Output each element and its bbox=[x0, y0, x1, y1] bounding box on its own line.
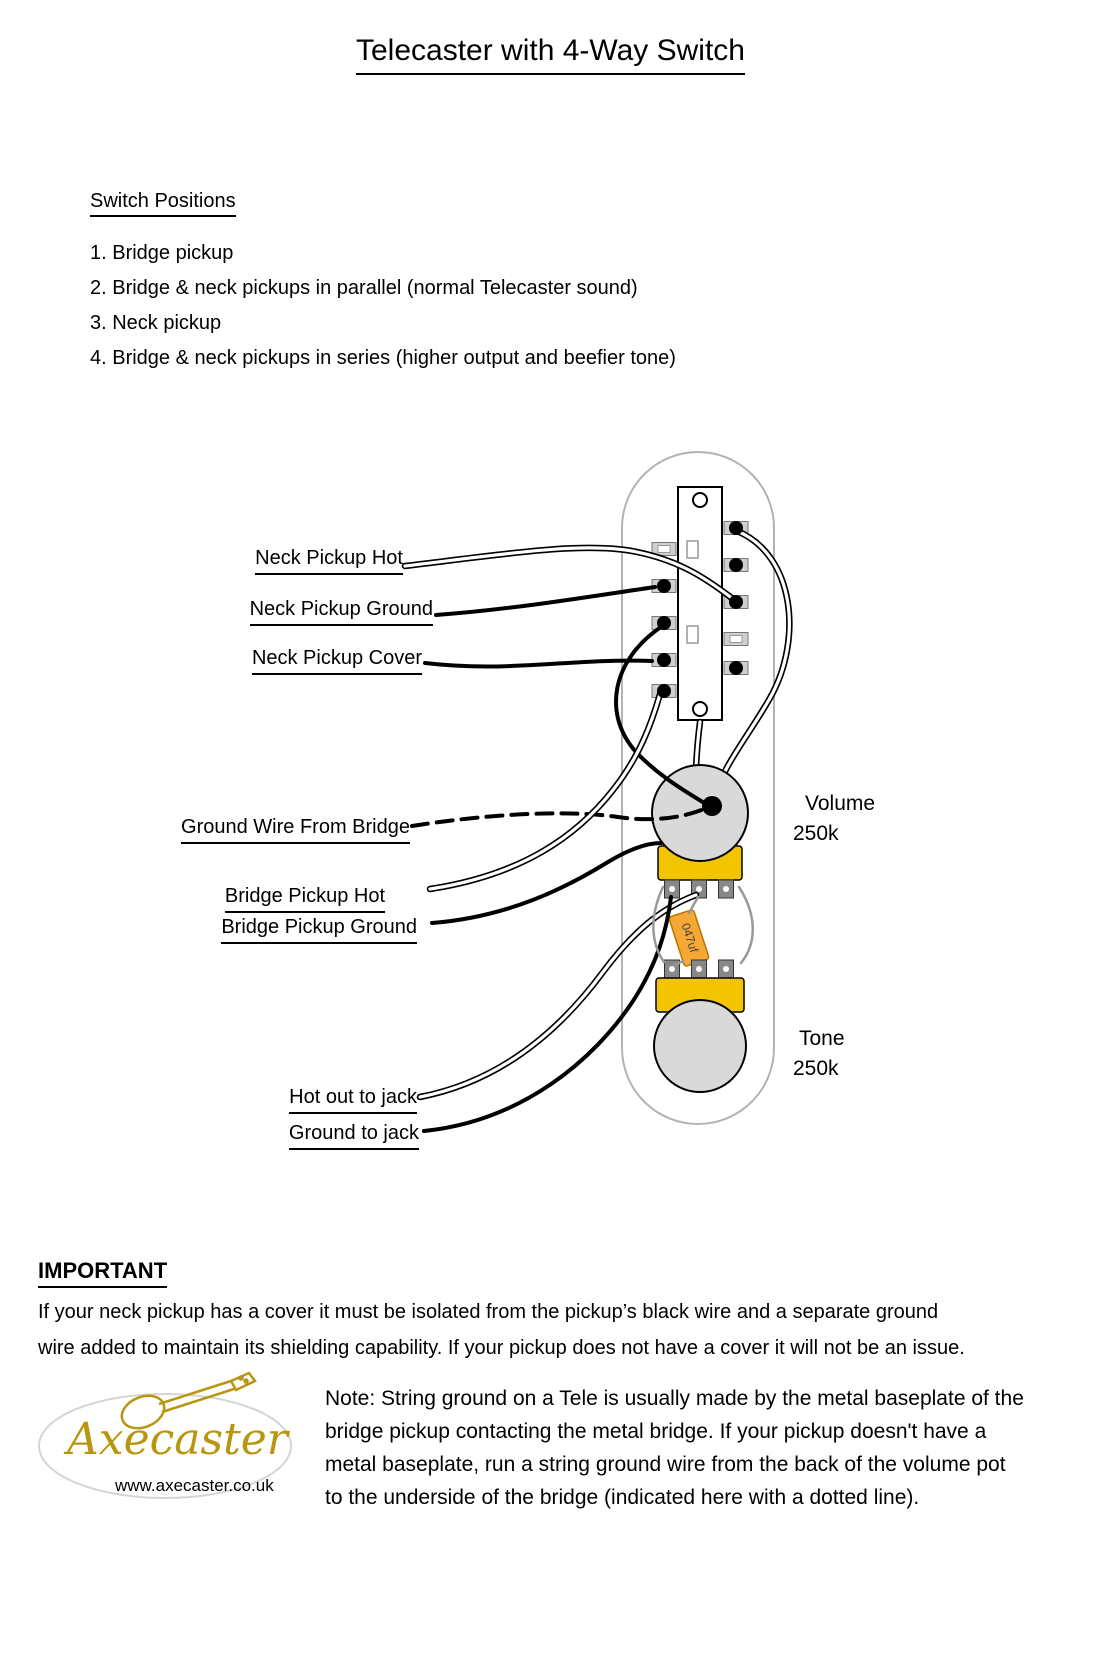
label-tone: Tone bbox=[799, 1027, 845, 1050]
logo bbox=[35, 1368, 315, 1508]
capacitor bbox=[669, 909, 710, 966]
page-title-text: Telecaster with 4-Way Switch bbox=[356, 34, 745, 75]
volume-to-tone-jumper-left bbox=[653, 887, 664, 962]
volume-pot bbox=[652, 765, 748, 898]
label-bridge-pickup-ground: Bridge Pickup Ground bbox=[221, 916, 417, 944]
important-text: If your neck pickup has a cover it must be isolated from the pickup’s black wire and a separate ground wire added to maintain its shielding capability. If your pickup does not have a cover it will not be an issue. bbox=[38, 1301, 965, 1359]
website-url: www.axecaster.co.uk bbox=[115, 1476, 274, 1495]
label-neck-pickup-hot: Neck Pickup Hot bbox=[255, 547, 403, 575]
switch-position-item-3: 3. Neck pickup bbox=[90, 312, 222, 334]
label-bridge-pickup-hot: Bridge Pickup Hot bbox=[225, 885, 385, 913]
switch-positions-heading: Switch Positions bbox=[90, 190, 236, 217]
switch-screw-top bbox=[693, 493, 707, 507]
switch-screw-bottom bbox=[693, 702, 707, 716]
volume-pot-solder-blob bbox=[702, 796, 722, 816]
label-neck-pickup-ground: Neck Pickup Ground bbox=[250, 598, 433, 626]
label-ground-to-jack: Ground to jack bbox=[289, 1122, 419, 1150]
important-heading: IMPORTANT bbox=[38, 1258, 167, 1288]
footer-note: Note: String ground on a Tele is usually made by the metal baseplate of the bridge pickup contacting the metal bridge. If your pickup doesn't have a metal baseplate, run a string ground wire from the back of the volume pot to the underside of the bridge (indicated here with a dotted line). bbox=[325, 1387, 1024, 1509]
bridge-pickup-hot-wire bbox=[430, 694, 660, 889]
tone-pot-body bbox=[654, 1000, 746, 1092]
brand-name: Axecaster bbox=[67, 1414, 288, 1465]
capacitor-label: 047uf bbox=[678, 921, 702, 955]
label-neck-pickup-cover: Neck Pickup Cover bbox=[252, 647, 422, 675]
volume-to-tone-jumper-right bbox=[739, 887, 753, 963]
neck-pickup-cover-wire bbox=[425, 661, 652, 667]
label-ground-wire-from-bridge: Ground Wire From Bridge bbox=[181, 816, 410, 844]
label-volume: Volume bbox=[805, 792, 876, 815]
label-volume-value: 250k bbox=[793, 822, 839, 845]
tone-pot bbox=[654, 960, 746, 1092]
switch-position-item-2: 2. Bridge & neck pickups in parallel (normal Telecaster sound) bbox=[90, 277, 638, 299]
switch-position-item-4: 4. Bridge & neck pickups in series (higher output and beefier tone) bbox=[90, 347, 676, 369]
label-tone-value: 250k bbox=[793, 1057, 839, 1080]
label-hot-out-to-jack: Hot out to jack bbox=[289, 1086, 417, 1114]
switch-position-item-1: 1. Bridge pickup bbox=[90, 242, 234, 264]
